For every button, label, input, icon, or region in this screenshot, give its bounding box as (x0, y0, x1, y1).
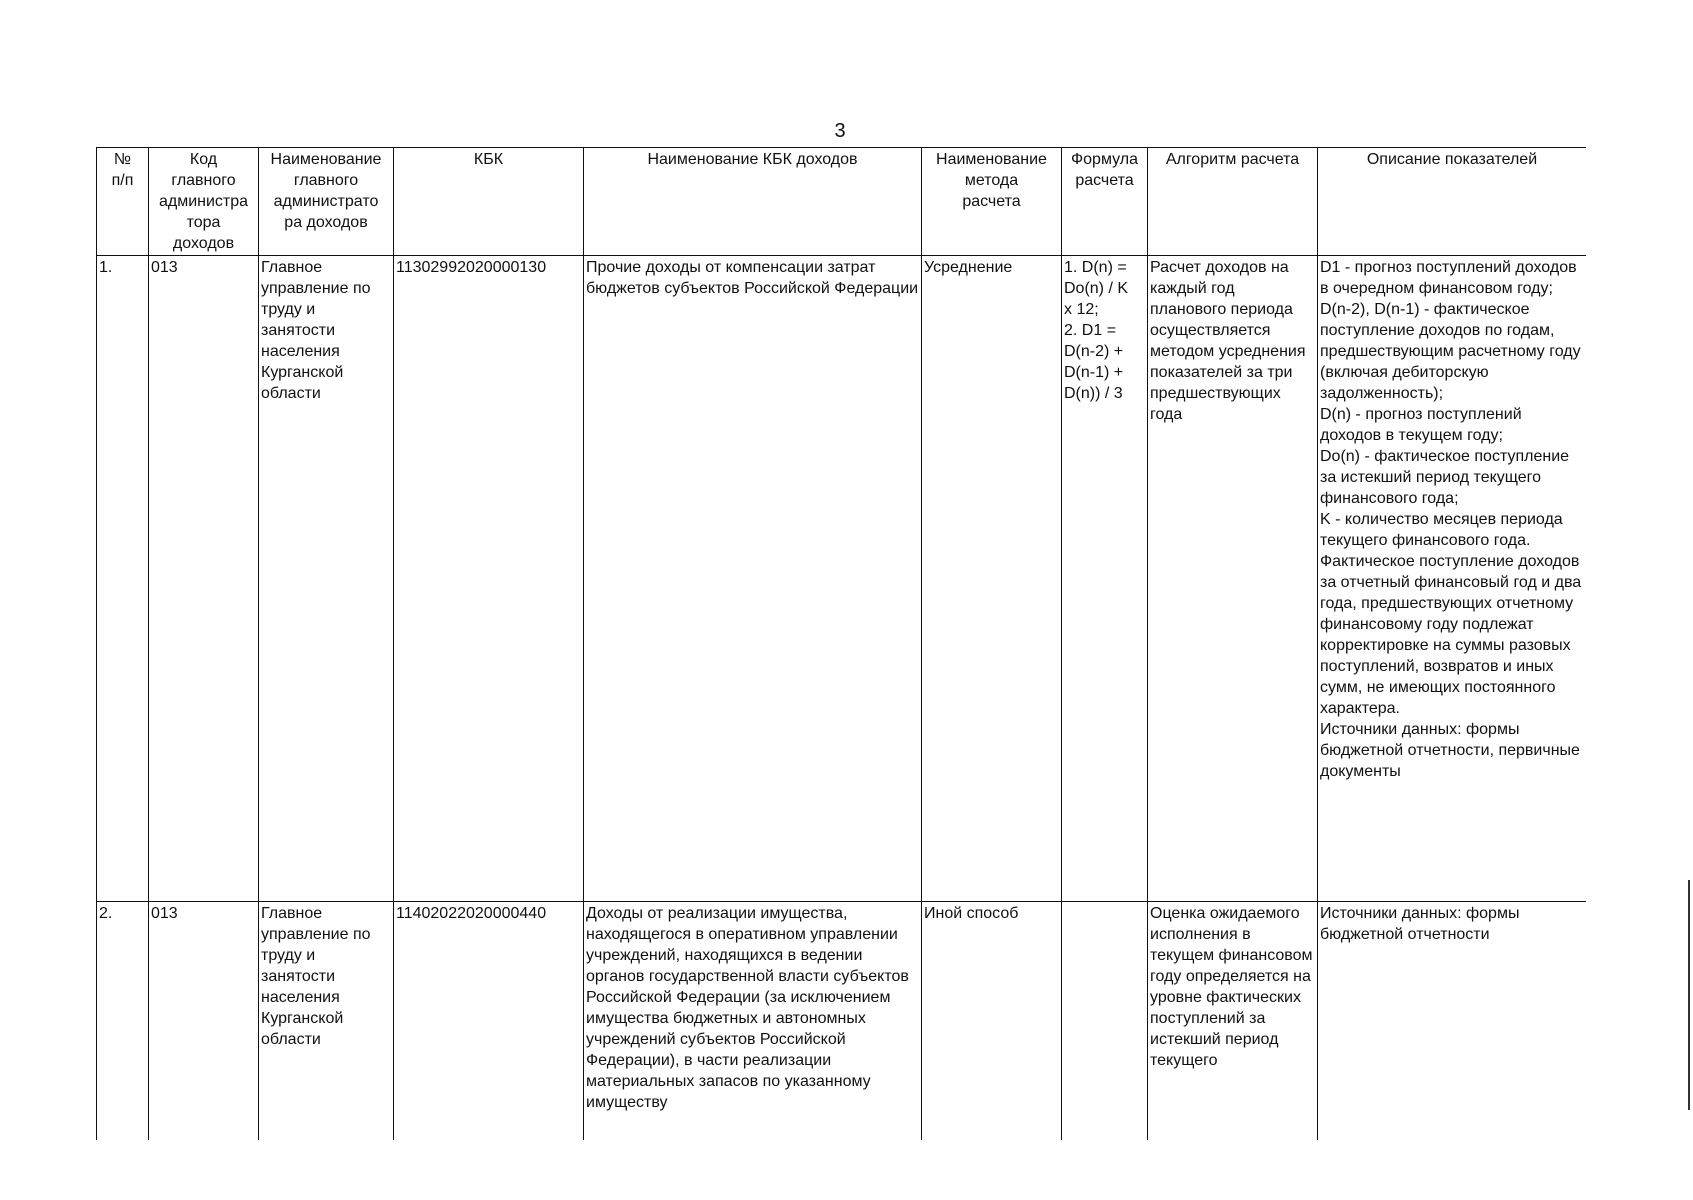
income-methods-table (96, 147, 1586, 1140)
scan-edge-mark (1688, 880, 1690, 1110)
cell-number: 1. (97, 256, 149, 902)
header-admin-code: Код главного администра тора доходов (149, 148, 259, 256)
page-number: 3 (834, 120, 846, 142)
table-row (97, 902, 1587, 1141)
cell-admin-code: 013 (149, 902, 259, 1141)
cell-formula: 1. D(n) = Do(n) / K x 12; 2. D1 = D(n-2) + D(n-1) + D(n)) / 3 (1062, 256, 1148, 902)
header-algorithm: Алгоритм расчета (1148, 148, 1318, 256)
table-row (97, 256, 1587, 902)
cell-formula (1062, 902, 1148, 1141)
cell-algorithm: Расчет доходов на каждый год планового периода осуществляется методом усреднения показателей за три предшествующих года (1148, 256, 1318, 902)
cell-admin-name: Главное управление по труду и занятости населения Курганской области (259, 256, 394, 902)
cell-number: 2. (97, 902, 149, 1141)
cell-admin-name: Главное управление по труду и занятости населения Курганской области (259, 902, 394, 1141)
header-admin-name: Наименование главного администрато ра доходов (259, 148, 394, 256)
cell-method: Усреднение (922, 256, 1062, 902)
cell-admin-code: 013 (149, 256, 259, 902)
header-formula: Формула расчета (1062, 148, 1148, 256)
cell-description: Источники данных: формы бюджетной отчетности (1318, 902, 1587, 1141)
header-kbk-name: Наименование КБК доходов (584, 148, 922, 256)
cell-algorithm: Оценка ожидаемого исполнения в текущем финансовом году определяется на уровне фактических поступлений за истекший период текущего (1148, 902, 1318, 1141)
cell-kbk-name: Прочие доходы от компенсации затрат бюджетов субъектов Российской Федерации (584, 256, 922, 902)
header-method: Наименование метода расчета (922, 148, 1062, 256)
cell-description: D1 - прогноз поступлений доходов в очередном финансовом году; D(n-2), D(n-1) - фактическое поступление доходов по годам, предшествующим расчетному году (включая дебиторскую задолженность); D(n) - прогноз поступлений доходов в текущем году; Do(n) - фактическое поступление за истекший период текущего финансового года; K - количество месяцев периода текущего финансового года. Фактическое поступление доходов за отчетный финансовый год и два года, предшествующих отчетному финансовому году подлежат корректировке на суммы разовых поступлений, возвратов и иных сумм, не имеющих постоянного характера. Источники данных: формы бюджетной отчетности, первичные документы (1318, 256, 1587, 902)
header-number: № п/п (97, 148, 149, 256)
header-description: Описание показателей (1318, 148, 1587, 256)
header-kbk: КБК (394, 148, 584, 256)
income-methods-table-wrap (96, 147, 1586, 1140)
table-header-row (97, 148, 1587, 256)
cell-method: Иной способ (922, 902, 1062, 1141)
cell-kbk: 11402022020000440 (394, 902, 584, 1141)
cell-kbk-name: Доходы от реализации имущества, находящегося в оперативном управлении учреждений, находящихся в ведении органов государственной власти субъектов Российской Федерации (за исключением имущества бюджетных и автономных учреждений субъектов Российской Федерации), в части реализации материальных запасов по указанному имуществу (584, 902, 922, 1141)
cell-kbk: 11302992020000130 (394, 256, 584, 902)
